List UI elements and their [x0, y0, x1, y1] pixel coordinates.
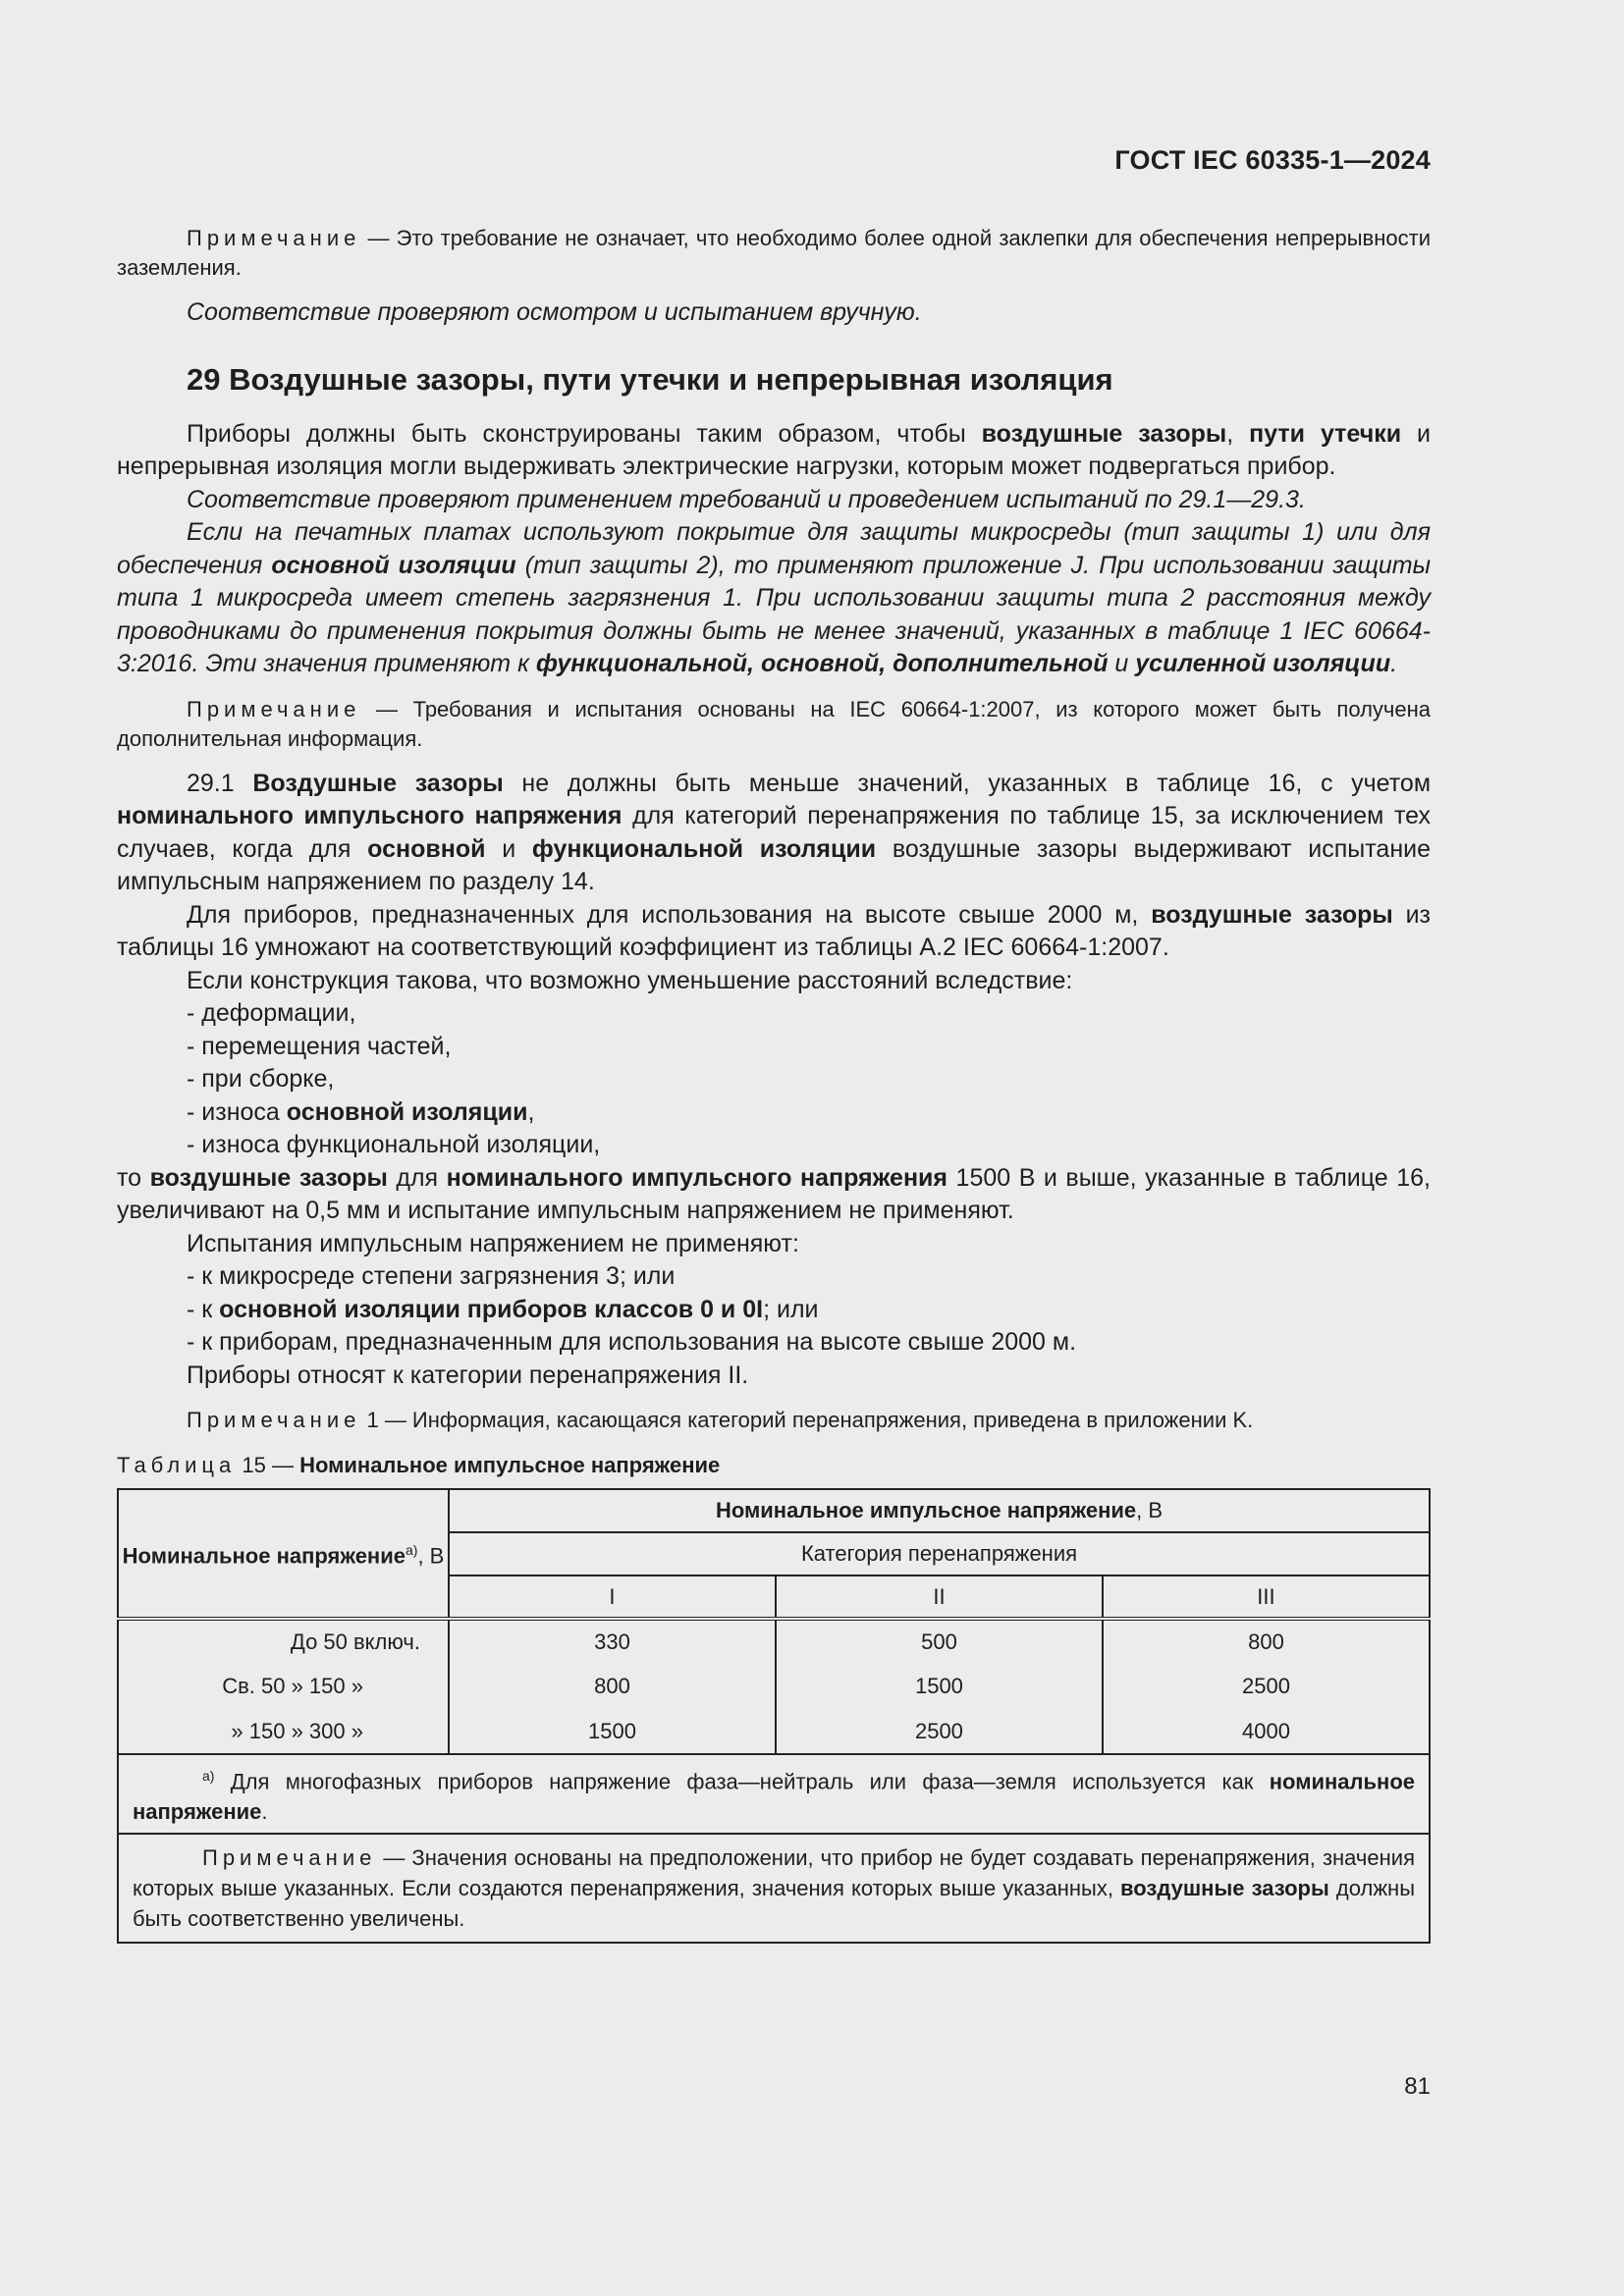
pcb-text: и — [1108, 650, 1136, 677]
page-content — [117, 224, 1431, 1944]
list-item: - деформации, — [187, 999, 356, 1027]
note-text: Это требование не означает, что необходимо более одной заклепки для обеспечения непрерывности заземления. — [117, 226, 1431, 280]
table-note-row — [118, 1834, 1430, 1943]
clause-text: и — [485, 834, 532, 863]
term-rated-voltage: номинальное напряжение — [133, 1769, 1415, 1825]
intro-text: Приборы должны быть сконструированы таким образом, чтобы — [187, 419, 982, 448]
note-text: должны быть соответственно увеличены. — [133, 1876, 1416, 1932]
pcb-paragraph — [117, 516, 1431, 681]
table-cell: 4000 — [1103, 1709, 1430, 1754]
intro-paragraph — [117, 418, 1431, 484]
footnote-text: Для многофазных приборов напряжение фаза—нейтраль или фаза—земля используется как — [214, 1769, 1270, 1794]
table-cell: 330 — [449, 1619, 776, 1664]
note-categories — [117, 1406, 1431, 1435]
note-text: Значения основаны на предположении, что прибор не будет создавать перенапряжения, значения которых выше указанных. Если создаются перенапряжения, значения которых выше указанных, — [133, 1845, 1415, 1901]
term-functional-insulation: функциональной изоляции — [531, 834, 877, 863]
list-item: - к приборам, предназначенным для использования на высоте свыше 2000 м. — [187, 1328, 1077, 1356]
table-row — [118, 1709, 1430, 1754]
term-creepage: пути утечки — [1249, 419, 1402, 448]
footnote-marker: а) — [405, 1542, 418, 1559]
then-text: 1500 В и выше, указанные в таблице 16, увеличивают на 0,5 мм и испытание импульсным напряжением не применяют. — [117, 1163, 1431, 1224]
note-text: — Информация, касающаяся категорий перенапряжения, приведена в приложении K. — [378, 1408, 1254, 1432]
row-label: До 50 включ. — [118, 1619, 449, 1664]
table-cell: 800 — [449, 1664, 776, 1709]
impulse-not-applied: Испытания импульсным напряжением не применяют: — [187, 1229, 799, 1257]
list-text: ; или — [763, 1295, 819, 1323]
list-item — [117, 1294, 1431, 1327]
term-clearances: воздушные зазоры — [981, 419, 1227, 448]
construction-paragraph: Если конструкция такова, что возможно уменьшение расстояний вследствие: — [187, 966, 1073, 994]
pcb-text: Если на печатных платах используют покрытие для защиты микросреды (тип защиты 1) или для обеспечения — [117, 518, 1431, 579]
table-row — [118, 1664, 1430, 1709]
caption-label: Таблица — [117, 1453, 237, 1477]
note-rivet — [117, 224, 1431, 283]
table-footnote — [118, 1754, 1430, 1834]
row-label: Св. 50 » 150 » — [118, 1664, 449, 1709]
footnote-text: . — [261, 1799, 268, 1825]
footnote-marker: а) — [202, 1768, 215, 1784]
list-text: - к — [187, 1295, 220, 1323]
term-rated-impulse-voltage: номинального импульсного напряжения — [446, 1163, 948, 1192]
header-rated-voltage — [118, 1489, 449, 1619]
term-basic: основной — [367, 834, 486, 863]
altitude-text: из таблицы 16 умножают на соответствующий коэффициент из таблицы A.2 IEC 60664-1:2007. — [117, 900, 1432, 961]
intro-text: и непрерывная изоляция могли выдерживать электрические нагрузки, которым может подвергаться прибор. — [117, 419, 1431, 480]
clause-text: воздушные зазоры выдерживают испытание импульсным напряжением по разделу 14. — [117, 834, 1432, 895]
caption-title: Номинальное импульсное напряжение — [299, 1453, 721, 1477]
header-overvoltage-category: Категория перенапряжения — [449, 1532, 1430, 1575]
table-row — [118, 1619, 1430, 1664]
table-cell: 500 — [776, 1619, 1103, 1664]
table-cell: 2500 — [1103, 1664, 1430, 1709]
note-iec — [117, 695, 1431, 754]
note-text: Требования и испытания основаны на IEC 60664-1:2007, из которого может быть получена дополнительная информация. — [117, 696, 1431, 751]
document-header: ГОСТ IEC 60335-1—2024 — [1114, 145, 1431, 175]
term-rated-impulse-voltage: номинального импульсного напряжения — [117, 802, 623, 829]
compliance-inspection: Соответствие проверяют осмотром и испытанием вручную. — [187, 298, 922, 326]
pcb-text: . — [1390, 650, 1398, 677]
clause-number: 29.1 — [187, 769, 253, 797]
term-insulation-types: функциональной, основной, дополнительной — [535, 650, 1109, 677]
header-impulse-voltage — [449, 1489, 1430, 1532]
category-paragraph: Приборы относят к категории перенапряжения II. — [187, 1361, 749, 1389]
term-clearances: воздушные зазоры — [1120, 1876, 1329, 1901]
note-dash: — — [360, 226, 397, 250]
caption-number: 15 — — [236, 1453, 300, 1477]
note-dash: — — [376, 1845, 412, 1871]
note-label: Примечание — [202, 1845, 377, 1871]
impulse-voltage-table — [117, 1488, 1431, 1944]
table-cell: 1500 — [449, 1709, 776, 1754]
table-cell: 2500 — [776, 1709, 1103, 1754]
term-reinforced-insulation: усиленной изоляции — [1135, 650, 1391, 677]
note-dash: — — [360, 696, 413, 721]
term-clearances: воздушные зазоры — [1151, 900, 1393, 929]
page-number: 81 — [1404, 2073, 1431, 2100]
list-text: , — [527, 1097, 535, 1126]
compliance-requirements: Соответствие проверяют применением требований и проведением испытаний по 29.1—29.3. — [187, 485, 1306, 513]
header-category-i: I — [449, 1575, 776, 1619]
note-number: 1 — [360, 1408, 379, 1432]
note-label: Примечание — [187, 1408, 361, 1432]
then-text: то — [117, 1163, 150, 1192]
note-label: Примечание — [187, 226, 361, 250]
table-caption — [117, 1451, 1431, 1480]
altitude-text: Для приборов, предназначенных для использования на высоте свыше 2000 м, — [187, 900, 1152, 929]
clause-text: не должны быть меньше значений, указанных в таблице 16, с учетом — [503, 769, 1432, 797]
list-item — [117, 1096, 1431, 1130]
then-paragraph — [117, 1162, 1431, 1228]
impulse-voltage-label: Номинальное импульсное напряжение — [715, 1498, 1137, 1522]
table-note — [118, 1834, 1430, 1943]
row-label: » 150 » 300 » — [118, 1709, 449, 1754]
term-basic-insulation: основной изоляции — [286, 1097, 528, 1126]
list-text: - износа — [187, 1097, 287, 1126]
term-basic-insulation-classes: основной изоляции приборов классов 0 и 0I — [219, 1295, 764, 1323]
header-category-ii: II — [776, 1575, 1103, 1619]
unit: , В — [1136, 1498, 1164, 1522]
table-footnote-row — [118, 1754, 1430, 1834]
list-item: - износа функциональной изоляции, — [187, 1131, 601, 1158]
list-item: - к микросреде степени загрязнения 3; или — [187, 1262, 676, 1290]
clause-text: для категорий перенапряжения по таблице 15, за исключением тех случаев, когда для — [117, 802, 1431, 863]
intro-text: , — [1226, 419, 1250, 448]
table-cell: 800 — [1103, 1619, 1430, 1664]
pcb-text: (тип защиты 2), то применяют приложение J. При использовании защиты типа 1 микросреда имеет степень загрязнения 1. При использовании защиты типа 2 расстояния между проводниками до применения покрытия должны быть не менее значений, указанных в таблице 1 IEC 60664-3:2016. Эти значения применяют к — [117, 551, 1431, 677]
term-clearances: Воздушные зазоры — [252, 769, 504, 797]
unit: , В — [417, 1543, 445, 1569]
table-cell: 1500 — [776, 1664, 1103, 1709]
note-label: Примечание — [187, 696, 361, 721]
rated-voltage-label: Номинальное напряжение — [122, 1543, 406, 1569]
header-category-iii: III — [1103, 1575, 1430, 1619]
then-text: для — [387, 1163, 447, 1192]
altitude-paragraph — [117, 899, 1431, 965]
list-item: - перемещения частей, — [187, 1032, 452, 1060]
term-clearances: воздушные зазоры — [149, 1163, 388, 1192]
clause-29-1 — [117, 768, 1431, 899]
section-title: 29 Воздушные зазоры, пути утечки и непрерывная изоляция — [187, 361, 1113, 397]
term-basic-insulation: основной изоляции — [271, 551, 516, 579]
list-item: - при сборке, — [187, 1065, 335, 1093]
